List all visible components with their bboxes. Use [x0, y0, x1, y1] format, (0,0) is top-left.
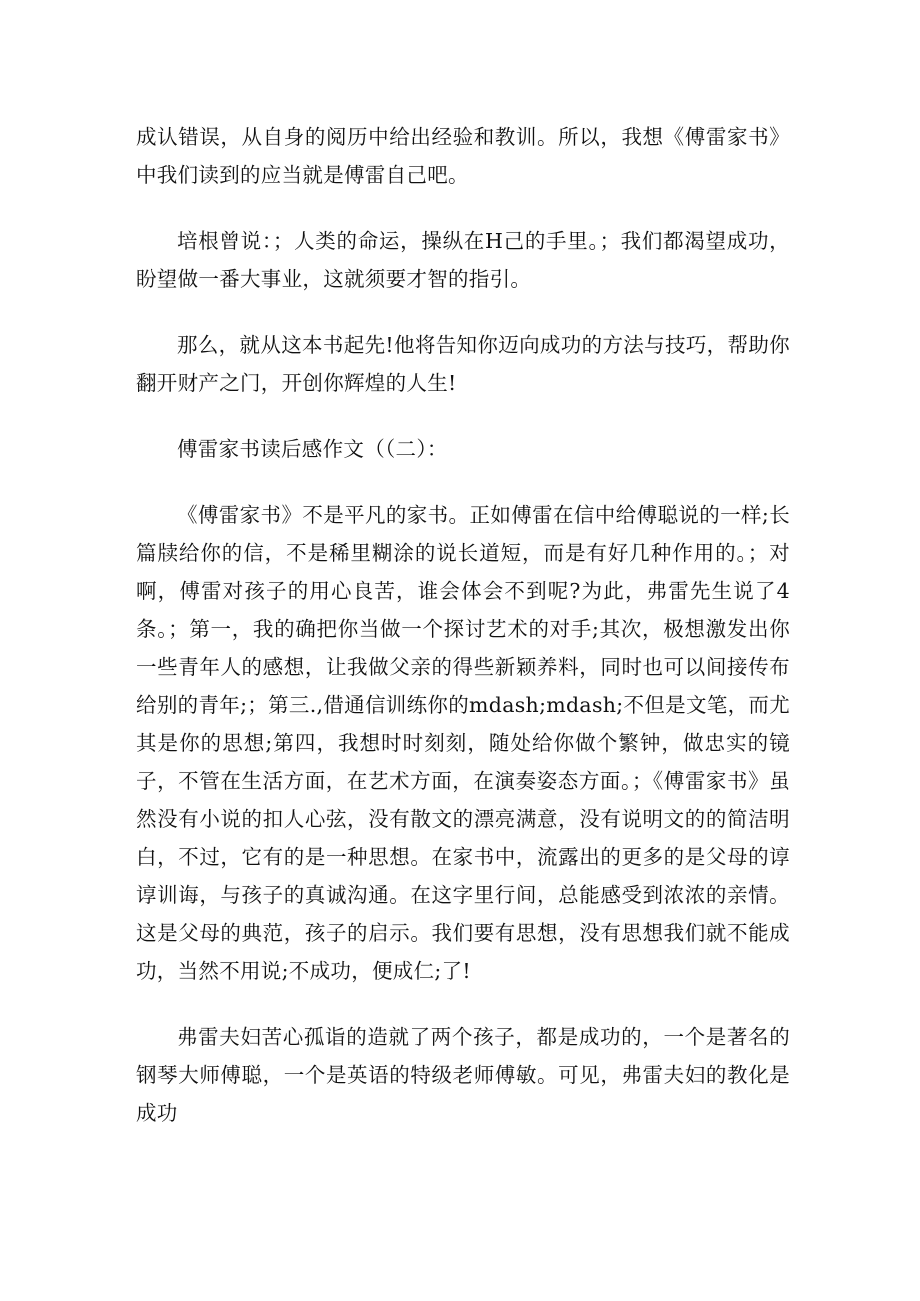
paragraph-3: 那么，就从这本书起先!他将告知你迈向成功的方法与技巧，帮助你翻开财产之门，开创你辉煌的人生!: [136, 333, 790, 395]
paragraph-2: 培根曾说：；人类的命运，操纵在H己的手里。；我们都渴望成功，盼望做一番大事业，这就须要才智的指引。: [136, 229, 790, 291]
paragraph-6: 弗雷夫妇苦心孤诣的造就了两个孩子，都是成功的，一个是著名的钢琴大师傅聪，一个是英语的特级老师傅敏。可见，弗雷夫妇的教化是成功: [136, 1025, 790, 1125]
paragraph-1: 成认错误，从自身的阅历中给出经验和教训。所以，我想《傅雷家书》中我们读到的应当就是傅雷自己吧。: [136, 125, 790, 187]
paragraph-5: 《傅雷家书》不是平凡的家书。正如傅雷在信中给傅聪说的一样;长篇牍给你的信，不是稀里糊涂的说长道短，而是有好几种作用的。；对啊，傅雷对孩子的用心良苦，谁会体会不到呢?为此，弗雷先生说了4条。；第一，我的确把你当做一个探讨艺术的对手;其次，极想激发出你一些青年人的感想，让我做父亲的得些新颖养料，同时也可以间接传布给别的青年;；第三.,借通信训练你的mdash;mdash;不但是文笔，而尤其是你的思想;第四，我想时时刻刻，随处给你做个繁钟，做忠实的镜子，不管在生活方面，在艺术方面，在演奏姿态方面。；《傅雷家书》虽然没有小说的扣人心弦，没有散文的漂亮满意，没有说明文的的简洁明白，不过，它有的是一种思想。在家书中，流露出的更多的是父母的谆谆训诲，与孩子的真诚沟通。在这字里行间，总能感受到浓浓的亲情。这是父母的典范，孩子的启示。我们要有思想，没有思想我们就不能成功，当然不用说;不成功，便成仁;了!: [136, 503, 790, 983]
section-heading: 傅雷家书读后感作文（（二）：: [177, 437, 448, 461]
